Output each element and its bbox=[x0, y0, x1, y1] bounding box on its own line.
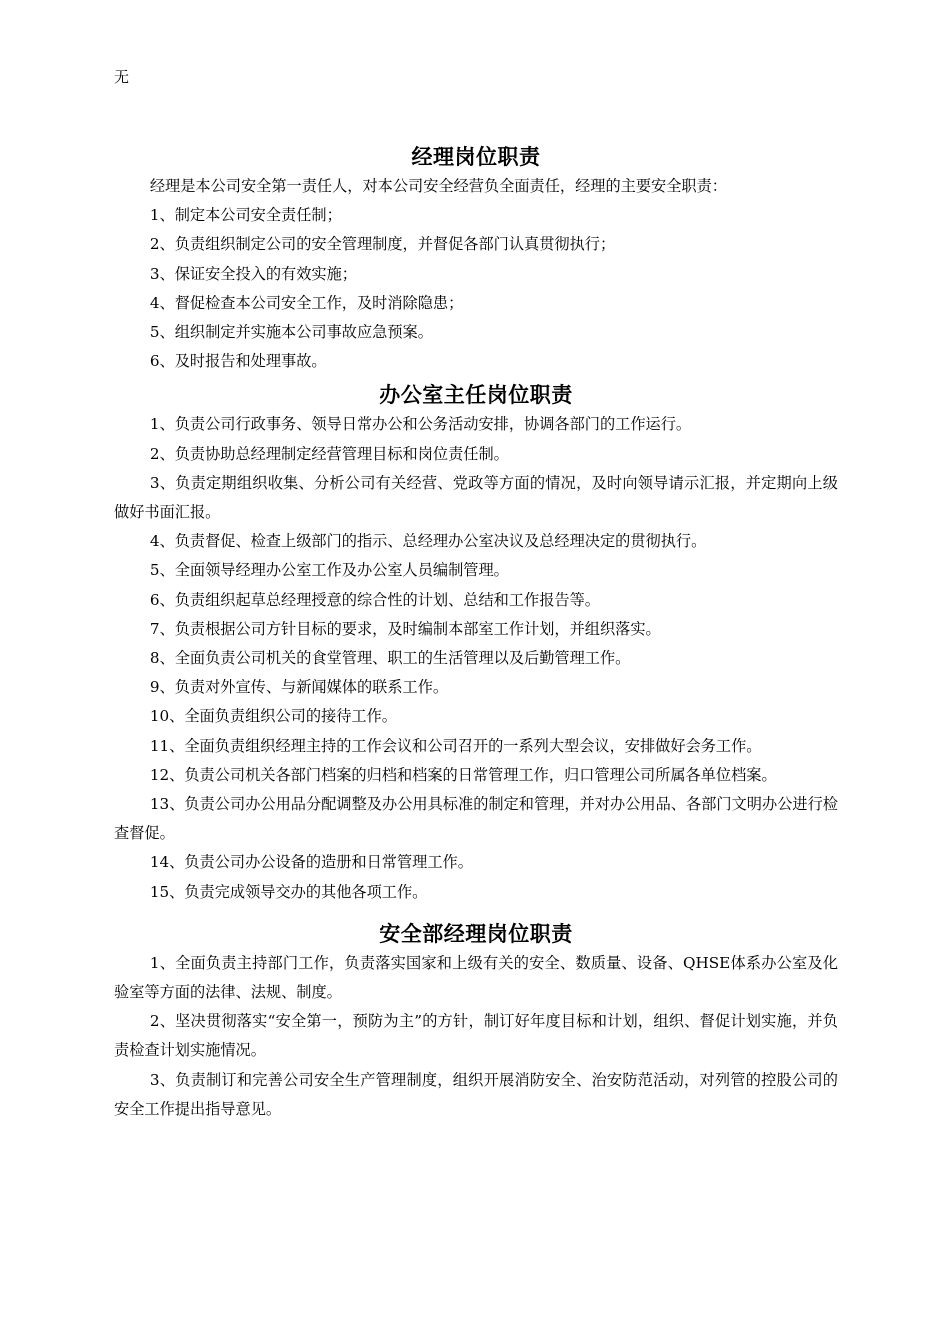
duty-item: 4、负责督促、检查上级部门的指示、总经理办公室决议及总经理决定的贯彻执行。 bbox=[149, 532, 707, 551]
section-title: 办公室主任岗位职责 bbox=[379, 382, 573, 408]
duty-item: 10、全面负责组织公司的接待工作。 bbox=[149, 707, 397, 726]
duty-item: 15、负责完成领导交办的其他各项工作。 bbox=[149, 882, 428, 901]
header-mark: 无 bbox=[114, 68, 130, 86]
duty-item: 6、负责组织起草总经理授意的综合性的计划、总结和工作报告等。 bbox=[149, 590, 600, 609]
duty-item: 3、保证安全投入的有效实施； bbox=[149, 264, 357, 283]
duty-item: 5、组织制定并实施本公司事故应急预案。 bbox=[149, 323, 433, 342]
duty-item: 3、负责定期组织收集、分析公司有关经营、党政等方面的情况，及时向领导请示汇报，并定期向上级做好书面汇报。 bbox=[114, 473, 838, 522]
section-office-director-duties bbox=[114, 380, 838, 906]
duty-item: 1、负责公司行政事务、领导日常办公和公务活动安排，协调各部门的工作运行。 bbox=[149, 415, 692, 434]
duty-item: 2、负责协助总经理制定经营管理目标和岗位责任制。 bbox=[149, 444, 509, 463]
duty-item: 14、负责公司办公设备的造册和日常管理工作。 bbox=[149, 853, 473, 872]
duty-item: 7、负责根据公司方针目标的要求，及时编制本部室工作计划，并组织落实。 bbox=[149, 619, 661, 638]
duty-item: 2、坚决贯彻落实“安全第一，预防为主”的方针，制订好年度目标和计划，组织、督促计划实施，并负责检查计划实施情况。 bbox=[114, 1012, 838, 1060]
section-safety-manager-duties bbox=[114, 919, 838, 1124]
duty-item: 3、负责制订和完善公司安全生产管理制度，组织开展消防安全、治安防范活动，对列管的控股公司的安全工作提出指导意见。 bbox=[114, 1070, 838, 1118]
section-manager-duties bbox=[114, 142, 838, 376]
duty-item: 13、负责公司办公用品分配调整及办公用具标准的制定和管理，并对办公用品、各部门文明办公进行检查督促。 bbox=[114, 795, 838, 843]
duty-item: 6、及时报告和处理事故。 bbox=[149, 352, 327, 371]
duty-item: 12、负责公司机关各部门档案的归档和档案的日常管理工作，归口管理公司所属各单位档案。 bbox=[149, 765, 777, 784]
duty-item: 5、全面领导经理办公室工作及办公室人员编制管理。 bbox=[149, 561, 509, 580]
document-body bbox=[114, 142, 838, 1124]
section-title: 经理岗位职责 bbox=[411, 144, 541, 169]
duty-item: 11、全面负责组织经理主持的工作会议和公司召开的一系列大型会议，安排做好会务工作。 bbox=[149, 736, 762, 755]
duty-item: 2、负责组织制定公司的安全管理制度，并督促各部门认真贯彻执行； bbox=[149, 235, 616, 254]
duty-item: 8、全面负责公司机关的食堂管理、职工的生活管理以及后勤管理工作。 bbox=[149, 649, 631, 668]
duty-item: 1、制定本公司安全责任制； bbox=[149, 206, 342, 225]
duty-item: 4、督促检查本公司安全工作，及时消除隐患； bbox=[149, 293, 464, 312]
section-title: 安全部经理岗位职责 bbox=[379, 920, 573, 946]
duty-item: 9、负责对外宣传、与新闻媒体的联系工作。 bbox=[149, 678, 449, 697]
duty-item: 1、全面负责主持部门工作，负责落实国家和上级有关的安全、数质量、设备、QHSE体系办公室及化验室等方面的法律、法规、制度。 bbox=[114, 953, 838, 1002]
section-intro: 经理是本公司安全第一责任人，对本公司安全经营负全面责任，经理的主要安全职责： bbox=[149, 177, 727, 195]
